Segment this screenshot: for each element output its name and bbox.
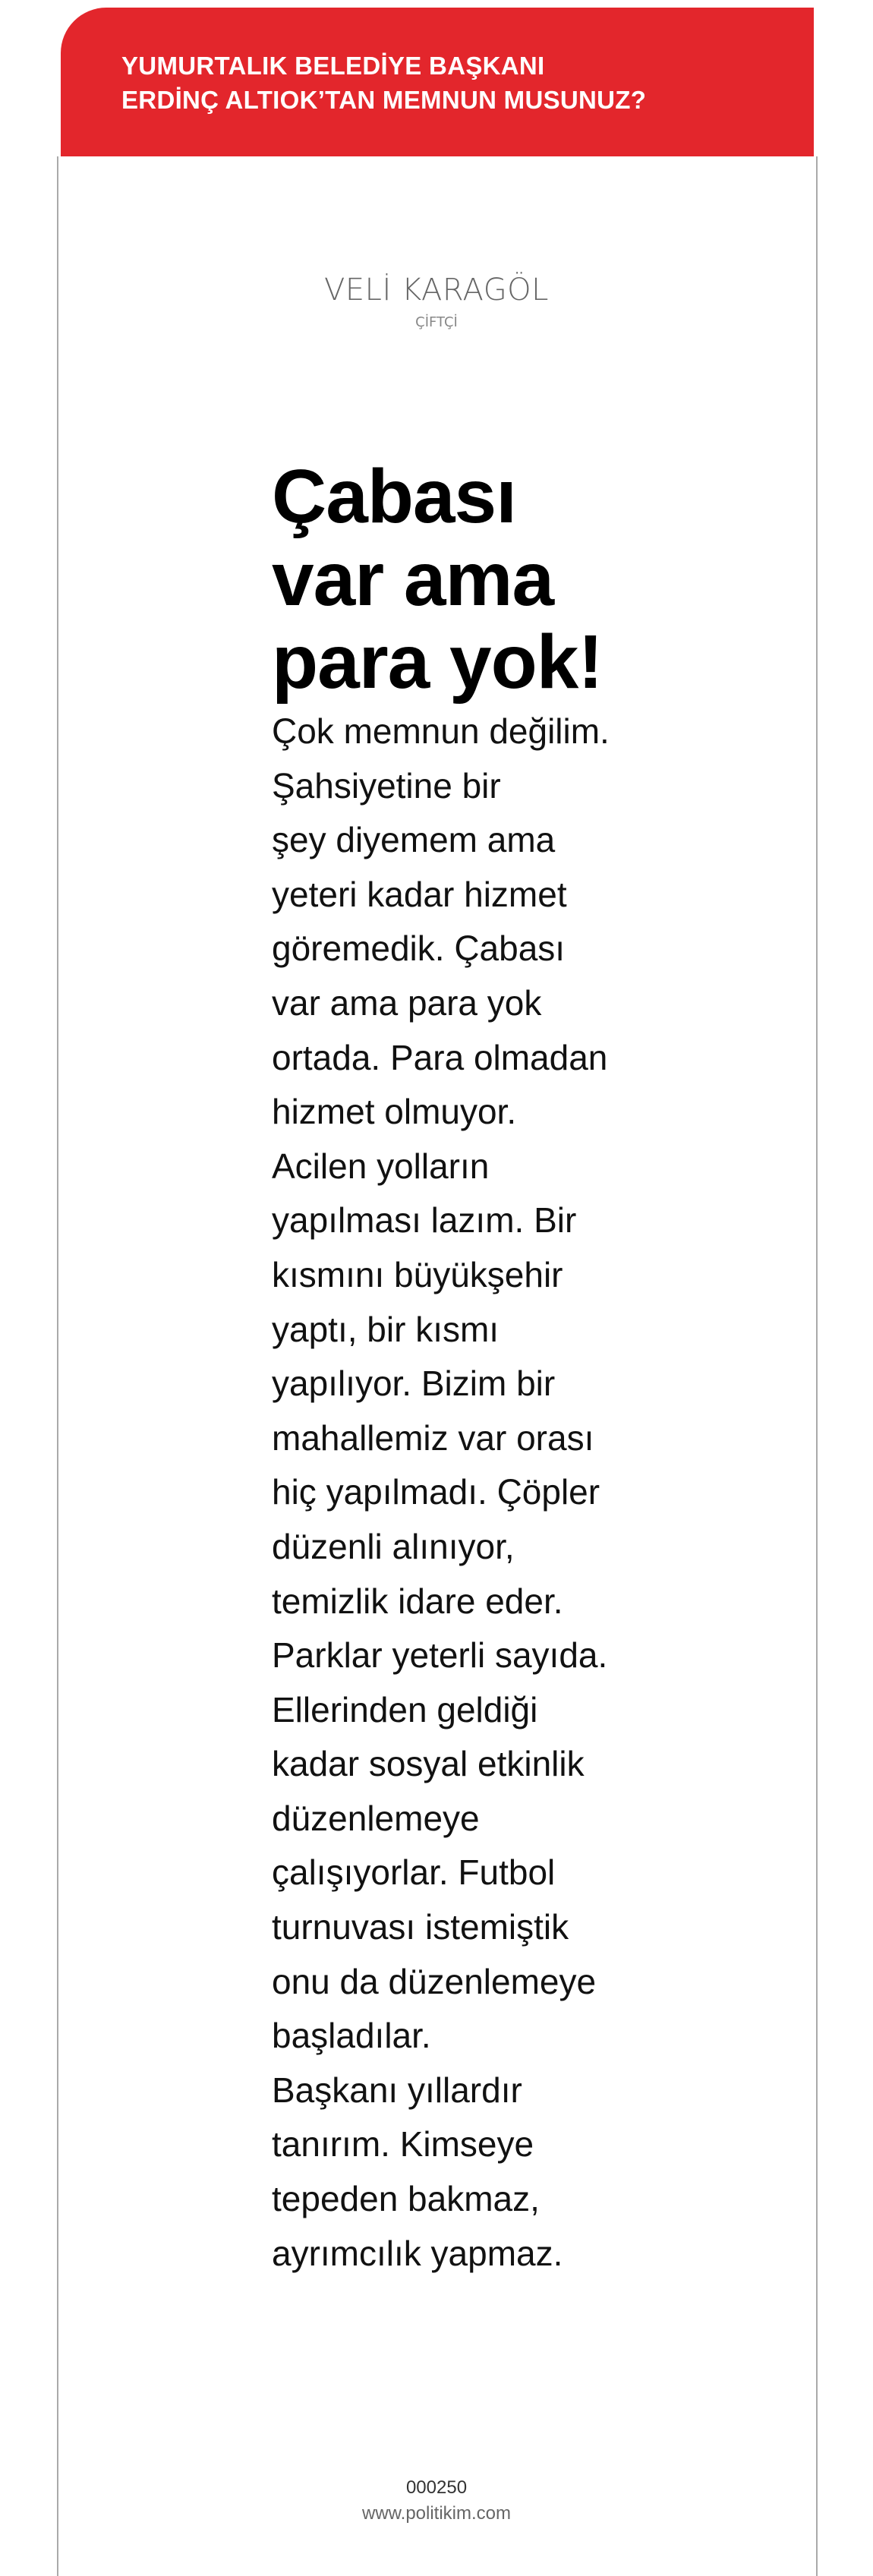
body-line: göremedik. Çabası xyxy=(272,929,566,969)
person-name: VELİ KARAGÖL xyxy=(324,273,549,307)
headline-line: para yok! xyxy=(272,620,603,705)
body-line: Çok memnun değilim. xyxy=(272,711,610,751)
person-occupation: ÇİFTÇİ xyxy=(415,314,458,330)
footer-url: www.politikim.com xyxy=(361,2503,512,2524)
body-line: Şahsiyetine bir xyxy=(272,765,501,806)
body-line: yapılması lazım. Bir xyxy=(272,1200,577,1241)
body-line: Parklar yeterli sayıda. xyxy=(272,1635,608,1676)
header-title-line-1: YUMURTALIK BELEDİYE BAŞKANI xyxy=(121,52,545,80)
body-line: var ama para yok xyxy=(272,982,542,1023)
body-line: yapılıyor. Bizim bir xyxy=(272,1364,556,1404)
body-line: düzenli alınıyor, xyxy=(272,1526,515,1566)
body-line: Acilen yolların xyxy=(272,1146,490,1186)
body-line: hizmet olmuyor. xyxy=(272,1092,517,1132)
headline-line: Çabası xyxy=(272,454,516,539)
footer-code: 000250 xyxy=(405,2477,468,2498)
body-line: kadar sosyal etkinlik xyxy=(272,1744,585,1784)
headline-line: var ama xyxy=(272,537,554,622)
body-line: ortada. Para olmadan xyxy=(272,1037,608,1077)
body-line: yeteri kadar hizmet xyxy=(272,874,567,914)
body-line: ayrımcılık yapmaz. xyxy=(272,2233,563,2273)
header-title-line-2: ERDİNÇ ALTIOK’TAN MEMNUN MUSUNUZ? xyxy=(121,86,647,114)
body-line: tanırım. Kimseye xyxy=(272,2124,534,2165)
frame-border-left xyxy=(57,156,58,2576)
quote-headline xyxy=(272,456,758,704)
body-line: çalışıyorlar. Futbol xyxy=(272,1852,556,1893)
body-line: Başkanı yıllardır xyxy=(272,2070,522,2110)
body-line: temizlik idare eder. xyxy=(272,1581,563,1621)
header-banner xyxy=(61,8,814,156)
body-line: tepeden bakmaz, xyxy=(272,2179,540,2219)
body-line: Ellerinden geldiği xyxy=(272,1689,538,1729)
body-line: hiç yapılmadı. Çöpler xyxy=(272,1472,600,1512)
frame-border-right xyxy=(816,156,818,2576)
body-line: başladılar. xyxy=(272,2016,431,2056)
body-line: mahallemiz var orası xyxy=(272,1417,594,1458)
body-line: şey diyemem ama xyxy=(272,820,556,860)
body-line: onu da düzenlemeye xyxy=(272,1961,597,2001)
body-line: kısmını büyükşehir xyxy=(272,1254,563,1294)
body-line: düzenlemeye xyxy=(272,1798,480,1838)
quote-body xyxy=(272,705,742,2281)
body-line: turnuvası istemiştik xyxy=(272,1907,569,1947)
body-line: yaptı, bir kısmı xyxy=(272,1309,500,1349)
